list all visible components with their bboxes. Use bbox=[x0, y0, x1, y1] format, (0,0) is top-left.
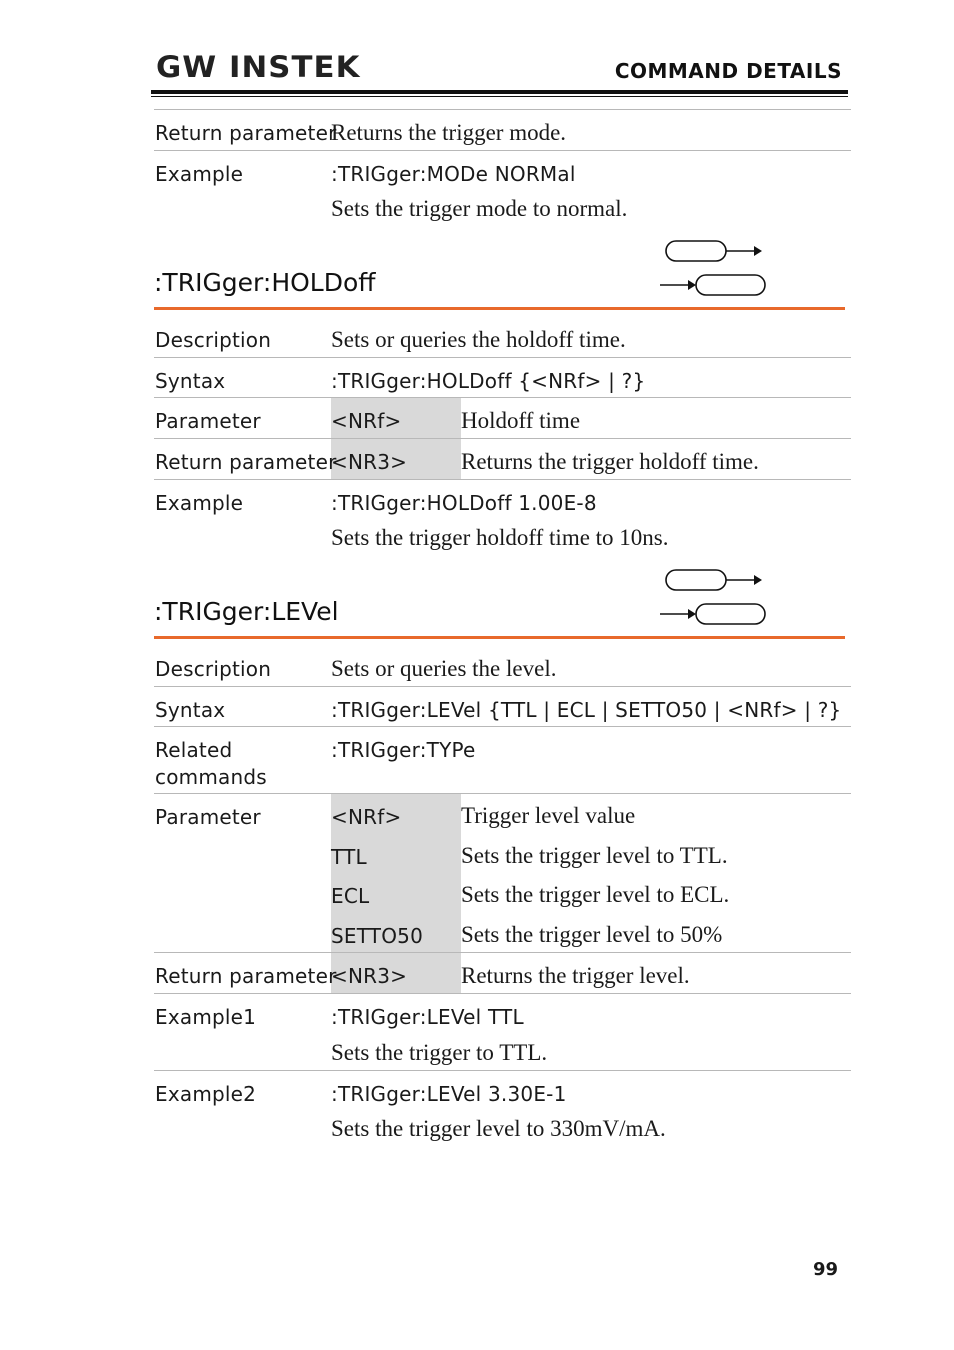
example-label: Example bbox=[155, 162, 244, 186]
brand-logo: GW INSTEK bbox=[156, 50, 361, 84]
example-label: Example bbox=[155, 491, 244, 515]
example2-command: :TRIGger:LEVel 3.30E-1 bbox=[331, 1082, 567, 1106]
table-rule bbox=[154, 686, 851, 687]
table-rule bbox=[154, 726, 851, 727]
page-header-title: COMMAND DETAILS bbox=[614, 59, 842, 83]
return-description: Returns the trigger holdoff time. bbox=[461, 449, 759, 474]
syntax-label: Syntax bbox=[155, 369, 226, 393]
example1-command: :TRIGger:LEVel TTL bbox=[331, 1005, 524, 1029]
section-title-holdoff: :TRIGger:HOLDoff bbox=[154, 268, 376, 297]
return-description: Returns the trigger level. bbox=[461, 963, 690, 988]
table-rule bbox=[154, 357, 851, 358]
syntax-value: :TRIGger:LEVel {TTL | ECL | SETTO50 | <NRf> | ?} bbox=[331, 698, 842, 722]
parameter-label: Parameter bbox=[155, 409, 261, 433]
set-query-icon bbox=[658, 567, 770, 629]
param-description: Sets the trigger level to 50% bbox=[461, 922, 723, 947]
syntax-value: :TRIGger:HOLDoff {<NRf> | ?} bbox=[331, 369, 646, 393]
return-name: <NR3> bbox=[331, 450, 408, 474]
section-accent-rule bbox=[154, 307, 845, 310]
param-name: TTL bbox=[331, 845, 367, 869]
description-value: Sets or queries the holdoff time. bbox=[331, 327, 626, 352]
header-rule-thin bbox=[151, 96, 848, 97]
query-command-icon bbox=[660, 604, 765, 624]
return-parameter-label: Return parameter bbox=[155, 964, 337, 988]
description-value: Sets or queries the level. bbox=[331, 656, 557, 681]
query-command-icon bbox=[660, 275, 765, 295]
param-description: Holdoff time bbox=[461, 408, 581, 433]
param-name: SETTO50 bbox=[331, 924, 424, 948]
param-description: Sets the trigger level to TTL. bbox=[461, 843, 728, 868]
header-rule bbox=[151, 90, 848, 94]
return-name: <NR3> bbox=[331, 964, 408, 988]
section-accent-rule bbox=[154, 636, 845, 639]
param-description: Sets the trigger level to ECL. bbox=[461, 882, 730, 907]
example-description: Sets the trigger mode to normal. bbox=[331, 196, 628, 221]
set-command-icon bbox=[666, 570, 762, 590]
section-title-level: :TRIGger:LEVel bbox=[154, 597, 339, 626]
example-description: Sets the trigger holdoff time to 10ns. bbox=[331, 525, 669, 550]
return-parameter-label: Return parameter bbox=[155, 450, 337, 474]
example-command: :TRIGger:MODe NORMal bbox=[331, 162, 576, 186]
related-commands-value: :TRIGger:TYPe bbox=[331, 738, 476, 762]
table-rule bbox=[154, 150, 851, 151]
example2-label: Example2 bbox=[155, 1082, 257, 1106]
set-command-icon bbox=[666, 241, 762, 261]
set-query-icon bbox=[658, 238, 770, 300]
example1-description: Sets the trigger to TTL. bbox=[331, 1040, 548, 1065]
syntax-label: Syntax bbox=[155, 698, 226, 722]
table-rule bbox=[154, 479, 851, 480]
page-number: 99 bbox=[813, 1259, 839, 1280]
param-name: <NRf> bbox=[331, 409, 402, 433]
related-commands-label: commands bbox=[155, 765, 267, 789]
table-rule bbox=[154, 993, 851, 994]
description-label: Description bbox=[155, 328, 272, 352]
table-rule bbox=[154, 397, 851, 398]
table-rule bbox=[154, 1070, 851, 1071]
return-parameter-value: Returns the trigger mode. bbox=[331, 120, 567, 145]
example-command: :TRIGger:HOLDoff 1.00E-8 bbox=[331, 491, 597, 515]
return-parameter-label: Return parameter bbox=[155, 121, 337, 145]
param-name: <NRf> bbox=[331, 805, 402, 829]
table-rule bbox=[154, 438, 851, 439]
param-name: ECL bbox=[331, 884, 370, 908]
table-rule bbox=[154, 109, 851, 110]
example1-label: Example1 bbox=[155, 1005, 257, 1029]
table-rule bbox=[154, 952, 851, 953]
example2-description: Sets the trigger level to 330mV/mA. bbox=[331, 1116, 666, 1141]
description-label: Description bbox=[155, 657, 272, 681]
table-rule bbox=[154, 793, 851, 794]
parameter-label: Parameter bbox=[155, 805, 261, 829]
related-commands-label: Related bbox=[155, 738, 233, 762]
param-description: Trigger level value bbox=[461, 803, 636, 828]
